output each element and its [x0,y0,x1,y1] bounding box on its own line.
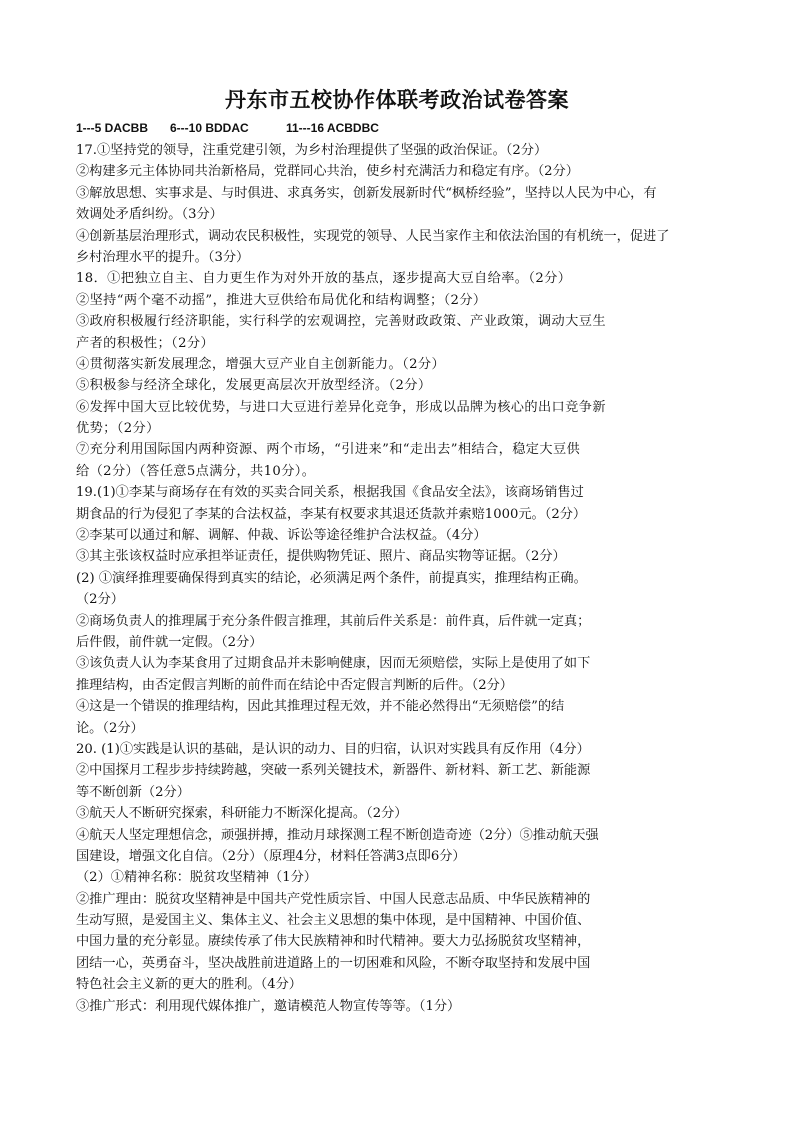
text-line: ②李某可以通过和解、调解、仲裁、诉讼等途径维护合法权益。（4分） [76,528,487,544]
text-line: ②商场负责人的推理属于充分条件假言推理，其前后件关系是：前件真，后件就一定真； [76,613,591,629]
text-line: 效调处矛盾纠纷。（3分） [76,207,223,223]
text-line: ②坚持“两个毫不动摇”，推进大豆供给布局优化和结构调整；（2分） [76,292,487,308]
text-line: ②构建多元主体协同共治新格局，党群同心共治，使乡村充满活力和稳定有序。（2分） [76,164,579,180]
text-line: 给（2分）（答任意5点满分，共10分）。 [76,463,316,479]
text-line: ②中国探月工程步步持续跨越，突破一系列关键技术，新器件、新材料、新工艺、新能源 [76,763,591,779]
question-20 [76,739,712,1017]
answer-body [76,140,712,1017]
text-line: 等不断创新（2分） [76,784,190,800]
answer-group-6-10: 6---10 BDDAC [170,121,249,135]
text-line: 中国力量的充分彰显。赓续传承了伟大民族精神和时代精神。要大力弘扬脱贫攻坚精神， [76,934,591,950]
text-line: 产者的积极性；（2分） [76,335,215,351]
text-line: 推理结构，由否定假言判断的前件而在结论中否定假言判断的后件。（2分） [76,677,513,693]
text-line: ④这是一个错误的推理结构，因此其推理过程无效，并不能必然得出“无须赔偿”的结 [76,699,565,715]
text-line: ④贯彻落实新发展理念，增强大豆产业自主创新能力。（2分） [76,356,446,372]
text-line: 论。（2分） [76,720,144,736]
text-line: ③推广形式：利用现代媒体推广，邀请模范人物宣传等等。（1分） [76,998,461,1014]
text-line: 期食品的行为侵犯了李某的合法权益，李某有权要求其退还货款并索赔1000元。（2分） [76,506,587,522]
text-line: （2）①精神名称：脱贫攻坚精神（1分） [76,870,317,886]
text-line: ③航天人不断研究探索，科研能力不断深化提高。（2分） [76,806,408,822]
text-line: 19.(1)①李某与商场存在有效的买卖合同关系，根据我国《食品安全法》，该商场销售过 [76,485,584,501]
text-line: ②推广理由：脱贫攻坚精神是中国共产党性质宗旨、中国人民意志品质、中华民族精神的 [76,891,591,907]
text-line: 后件假，前件就一定假。（2分） [76,634,263,650]
text-line: 17.①坚持党的领导，注重党建引领，为乡村治理提供了坚强的政治保证。（2分） [76,143,548,158]
choice-answers [76,121,379,135]
text-line: ③该负责人认为李某食用了过期食品并未影响健康，因而无须赔偿，实际上是使用了如下 [76,656,591,672]
text-line: ⑥发挥中国大豆比较优势，与进口大豆进行差异化竞争，形成以品牌为核心的出口竞争新 [76,399,606,415]
text-line: ③政府积极履行经济职能，实行科学的宏观调控，完善财政政策、产业政策，调动大豆生 [76,314,606,330]
text-line: 乡村治理水平的提升。（3分） [76,249,250,265]
text-line: 国建设，增强文化自信。（2分）（原理4分，材料任答满3点即6分） [76,848,466,864]
text-line: 特色社会主义新的更大的胜利。（4分） [76,977,302,993]
text-line: 18．①把独立自主、自力更生作为对外开放的基点，逐步提高大豆自给率。（2分） [76,271,572,287]
text-line: （2分） [76,592,124,608]
text-line: 优势；（2分） [76,421,160,437]
text-line: ⑤积极参与经济全球化，发展更高层次开放型经济。（2分） [76,378,432,394]
question-17 [76,140,712,268]
answer-group-11-16: 11---16 ACBDBC [286,121,379,135]
text-line: (2) ①演绎推理要确保得到真实的结论，必须满足两个条件，前提真实，推理结构正确。 [76,570,587,586]
text-line: ⑦充分利用国际国内两种资源、两个市场，“引进来”和“走出去”相结合，稳定大豆供 [76,442,581,458]
text-line: 生动写照，是爱国主义、集体主义、社会主义思想的集中体现，是中国精神、中国价值、 [76,913,591,929]
text-line: ④创新基层治理形式，调动农民积极性，实现党的领导、人民当家作主和依法治国的有机统一，促进了 [76,228,670,244]
text-line: 团结一心，英勇奋斗，坚决战胜前进道路上的一切困难和风险，不断夺取坚持和发展中国 [76,955,591,971]
text-line: 20. (1)①实践是认识的基础，是认识的动力、目的归宿，认识对实践具有反作用（4分） [76,741,590,757]
answer-group-1-5: 1---5 DACBB [76,121,148,135]
page-title: 丹东市五校协作体联考政治试卷答案 [225,88,569,112]
text-line: ③其主张该权益时应承担举证责任，提供购物凭证、照片、商品实物等证据。（2分） [76,549,566,565]
text-line: ③解放思想、实事求是、与时俱进、求真务实，创新发展新时代“枫桥经验”，坚持以人民为中心，有 [76,185,657,201]
question-18 [76,268,712,482]
text-line: ④航天人坚定理想信念，顽强拼搏，推动月球探测工程不断创造奇迹（2分）⑤推动航天强 [76,827,599,843]
question-19 [76,482,712,739]
